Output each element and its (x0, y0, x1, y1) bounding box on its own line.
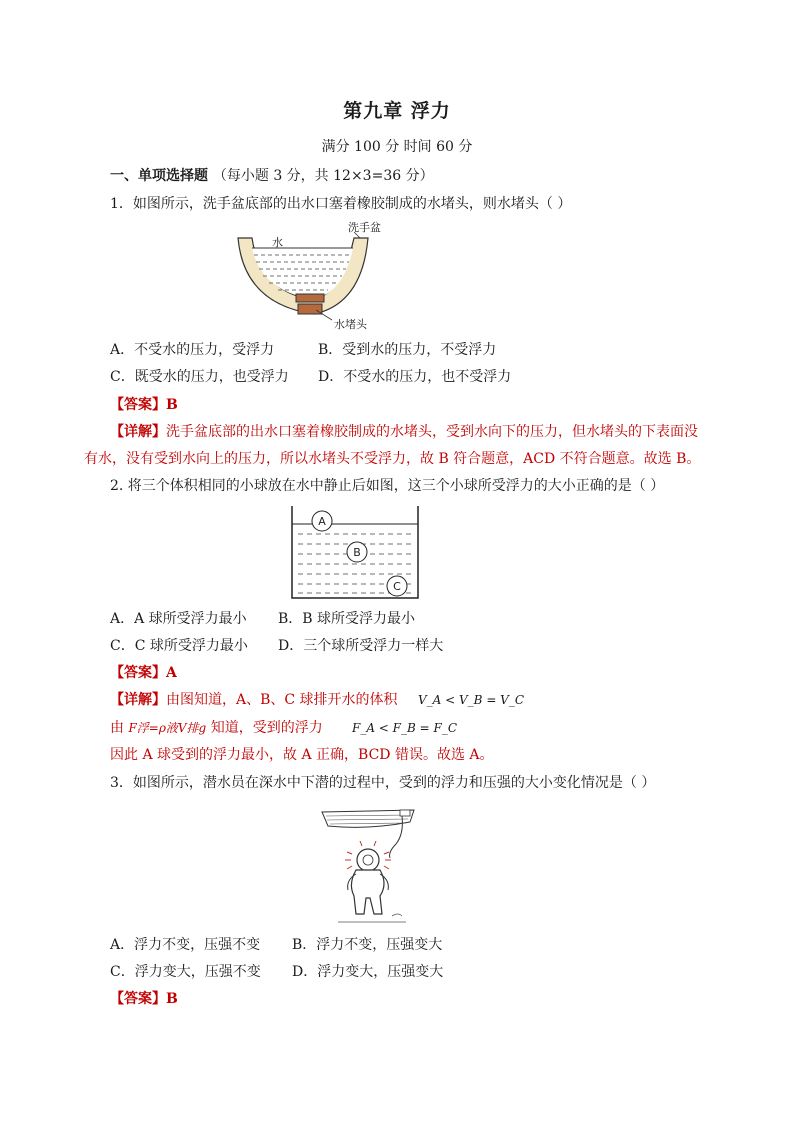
ball-c-label: C (393, 580, 401, 593)
q2-detail-tag: 【详解】 (110, 692, 166, 708)
q1-option-a: A．不受水的压力，受浮力 (110, 342, 275, 358)
page-title: 第九章 浮力 (343, 100, 451, 122)
q2-option-b: B．B 球所受浮力最小 (278, 611, 416, 627)
q2-detail-2b: 知道，受到的浮力 (210, 720, 323, 736)
question-1-stem: 1．如图所示，洗手盆底部的出水口塞着橡胶制成的水堵头，则水堵头（ ） (110, 196, 572, 212)
question-2-stem: 2. 将三个体积相同的小球放在水中静止后如图，这三个小球所受浮力的大小正确的是（ ） (110, 478, 665, 494)
q2-detail-line-2 (110, 718, 323, 738)
q2-option-d: D．三个球所受浮力一样大 (278, 638, 444, 654)
water-label: 水 (272, 236, 283, 249)
q1-answer: 【答案】B (110, 397, 178, 413)
q2-option-c: C．C 球所受浮力最小 (110, 638, 248, 654)
q1-detail-line-1 (110, 422, 698, 442)
washbasin-figure (232, 221, 381, 332)
formula-volume: V_A < V_B = V_C (418, 693, 525, 707)
q3-option-b: B．浮力不变，压强变大 (292, 937, 443, 953)
section-label: 一、单项选择题 (110, 168, 208, 184)
q1-detail-tag: 【详解】 (110, 424, 166, 440)
section-note: （每小题 3 分，共 12×3=36 分） (212, 168, 434, 184)
page-subtitle: 满分 100 分 时间 60 分 (321, 139, 473, 155)
q1-detail-text-1: 洗手盆底部的出水口塞着橡胶制成的水堵头，受到水向下的压力，但水堵头的下表面没 (166, 424, 698, 440)
q3-option-a: A．浮力不变，压强不变 (110, 937, 261, 953)
section-heading (110, 166, 434, 186)
q1-detail-line-2: 有水，没有受到水向上的压力，所以水堵头不受浮力，故 B 符合题意，ACD 不符合题意。故选 B。 (84, 451, 701, 467)
q2-detail-text-1: 由图知道，A、B、C 球排开水的体积 (166, 692, 398, 708)
q2-option-a: A．A 球所受浮力最小 (110, 611, 247, 627)
diver-figure (318, 804, 418, 928)
ball-b-label: B (353, 546, 361, 559)
formula-buoyancy: F_A < F_B = F_C (352, 721, 458, 735)
q2-answer: 【答案】A (110, 665, 177, 681)
q2-detail-line-3: 因此 A 球受到的浮力最小，故 A 正确，BCD 错误。故选 A。 (110, 747, 494, 763)
plug-label: 水堵头 (334, 318, 367, 331)
basin-label: 洗手盆 (348, 221, 381, 234)
q1-option-d: D．不受水的压力，也不受浮力 (318, 369, 512, 385)
q1-option-c: C．既受水的压力，也受浮力 (110, 369, 289, 385)
formula-archimedes: F浮=ρ液V排g (128, 721, 207, 735)
question-3-stem: 3．如图所示，潜水员在深水中下潜的过程中，受到的浮力和压强的大小变化情况是（ ） (110, 775, 656, 791)
three-balls-figure (290, 504, 420, 600)
ball-a-label: A (318, 515, 326, 528)
q3-option-c: C．浮力变大，压强不变 (110, 964, 261, 980)
q3-answer: 【答案】B (110, 991, 178, 1007)
q3-option-d: D．浮力变大，压强变大 (292, 964, 444, 980)
q2-detail-2a: 由 (110, 720, 124, 736)
q2-detail-line-1 (110, 690, 398, 710)
q1-option-b: B．受到水的压力，不受浮力 (318, 342, 497, 358)
